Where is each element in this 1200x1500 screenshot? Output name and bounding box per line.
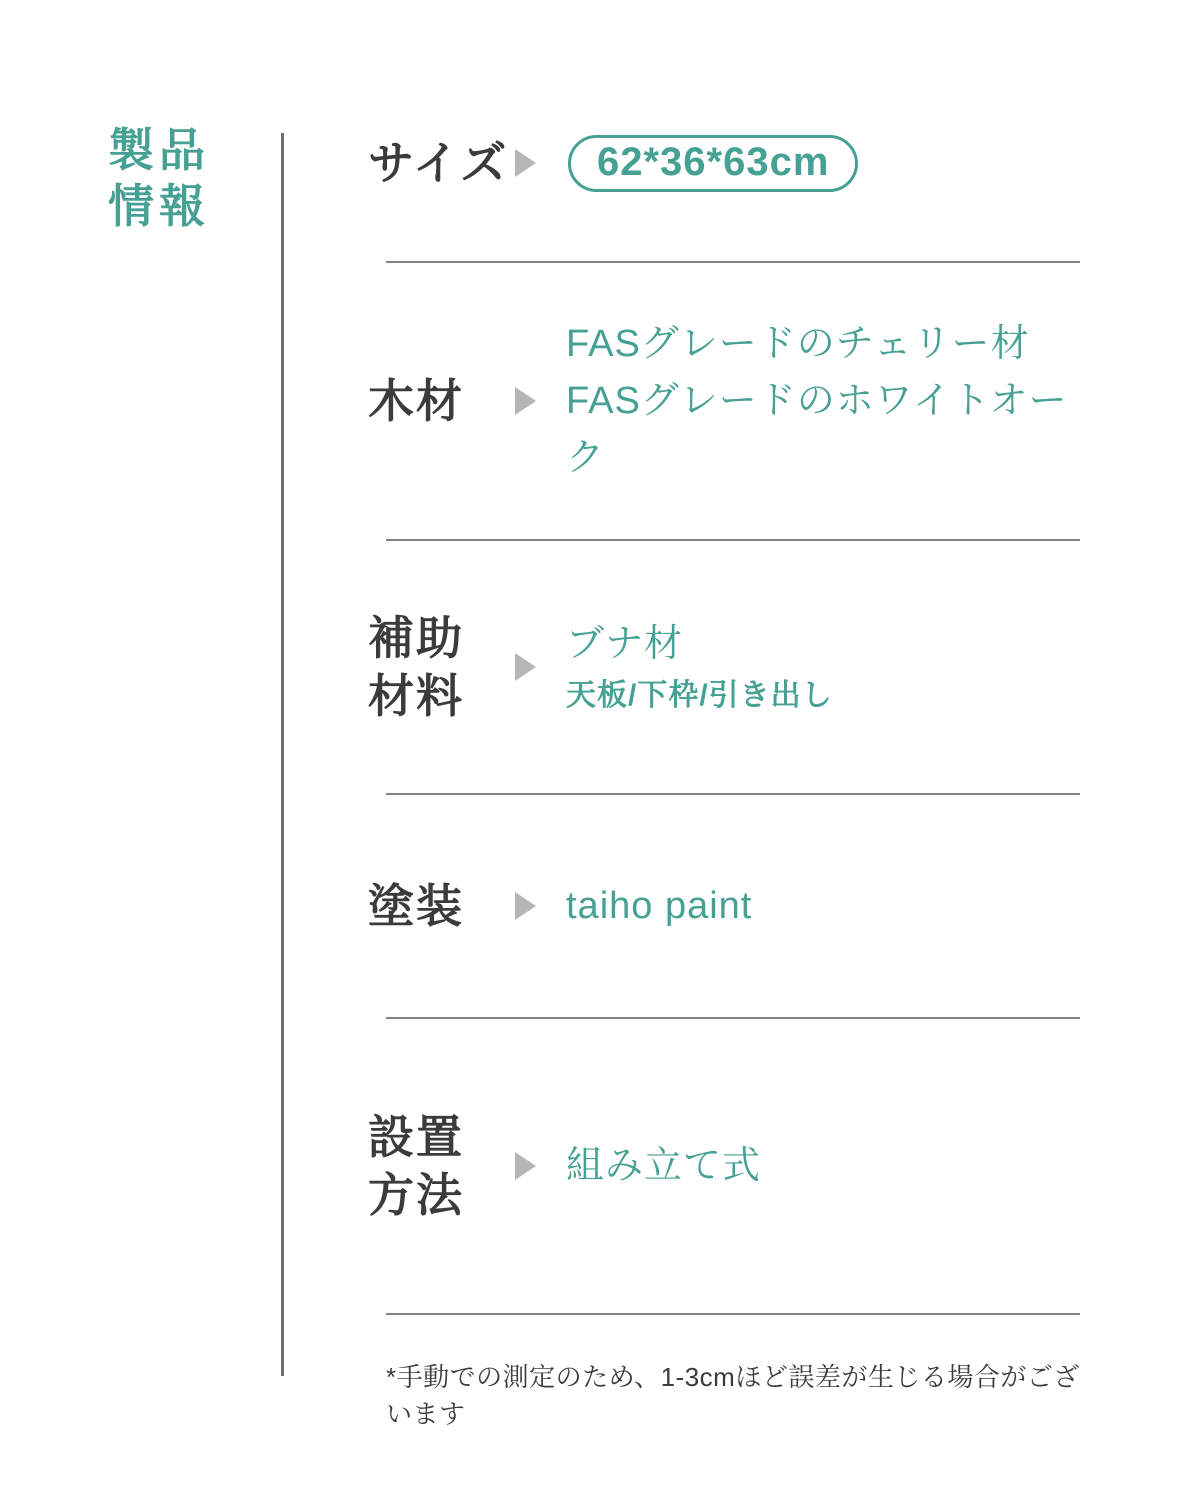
spec-row-wood (368, 263, 1080, 539)
measurement-footnote: *手動での測定のため、1-3cmほど誤差が生じる場合がございます (386, 1362, 1080, 1429)
spec-row-aux-materials (368, 541, 1080, 793)
spec-label-text: 設置 (368, 1111, 464, 1163)
spec-value-line: ブナ材 (566, 622, 684, 665)
spec-label-wood (368, 372, 515, 430)
spec-label-text: 塗装 (368, 880, 464, 932)
size-badge: 62*36*63cm (568, 135, 858, 192)
spec-value-aux-materials (566, 616, 833, 719)
arrow-right-icon (515, 892, 536, 920)
spec-row-paint (368, 795, 1080, 1017)
spec-row-setup-method (368, 1019, 1080, 1313)
spec-value-line: taiho paint (566, 884, 753, 927)
divider (386, 1313, 1080, 1315)
arrow-right-icon (515, 1152, 536, 1180)
spec-label-text: 木材 (368, 375, 464, 427)
spec-label-aux-materials (368, 609, 515, 725)
arrow-right-icon (515, 387, 536, 415)
section-title-line1: 製品 (108, 124, 210, 176)
spec-row-size (368, 110, 1080, 261)
spec-value-line: FASグレードのホワイトオーク (566, 379, 1068, 479)
spec-label-text: 材料 (368, 670, 464, 722)
arrow-right-icon (515, 653, 536, 681)
spec-value-setup-method (566, 1138, 761, 1195)
spec-label-text: 方法 (368, 1169, 464, 1221)
spec-label-text: サイズ (368, 137, 509, 189)
spec-value-paint (566, 878, 752, 935)
spec-label-size (368, 134, 515, 192)
spec-label-text: 補助 (368, 612, 464, 664)
spec-label-paint (368, 877, 515, 935)
spec-label-setup-method (368, 1108, 515, 1224)
spec-list (368, 110, 1080, 1431)
arrow-right-icon (515, 149, 536, 177)
section-title (108, 122, 210, 234)
vertical-divider (281, 133, 284, 1376)
spec-value-line: 組み立て式 (566, 1144, 762, 1187)
spec-value-line: FASグレードのチェリー材 (566, 322, 1030, 365)
spec-value-subline: 天板/下枠/引き出し (566, 678, 833, 712)
section-title-line2: 情報 (108, 180, 210, 232)
spec-value-wood (566, 316, 1080, 487)
